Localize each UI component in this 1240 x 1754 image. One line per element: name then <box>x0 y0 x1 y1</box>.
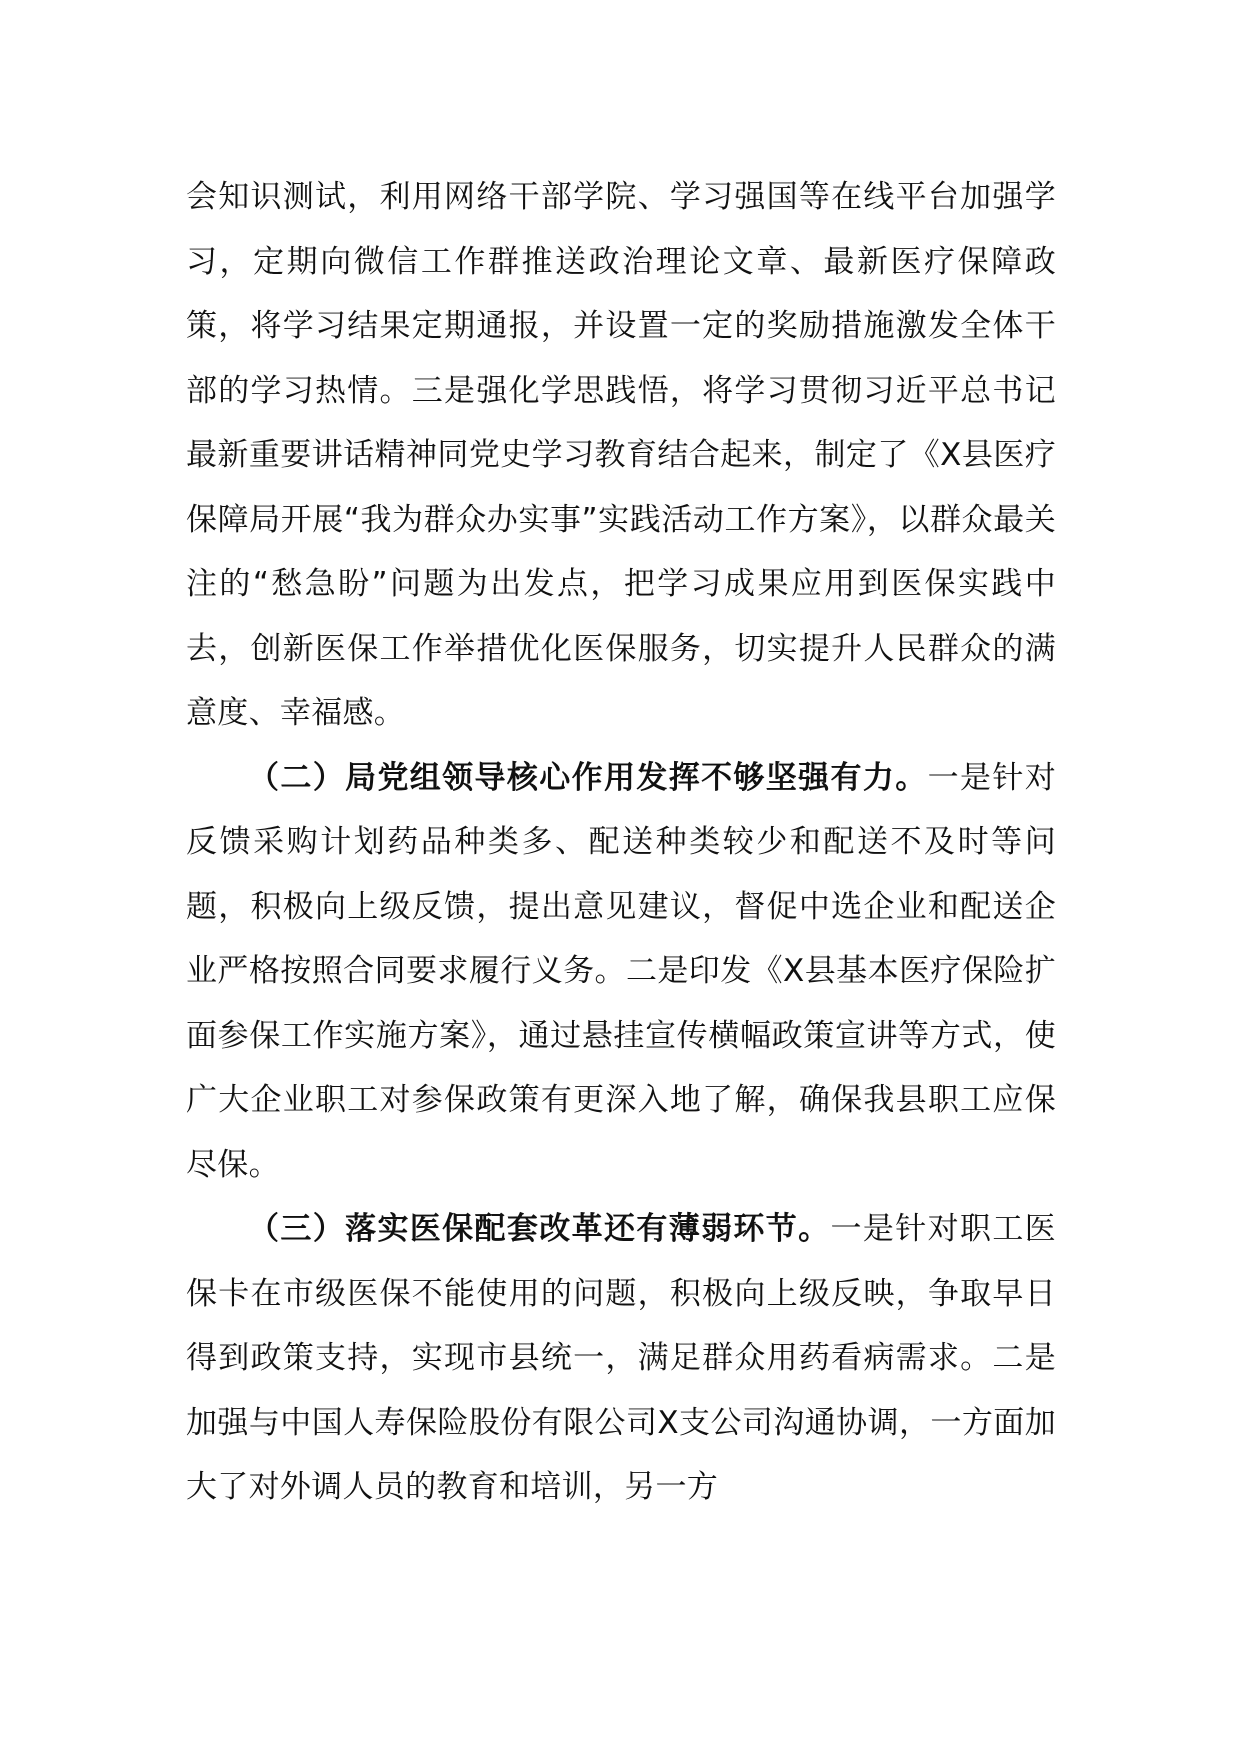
paragraph-text: 会知识测试，利用网络干部学院、学习强国等在线平台加强学习，定期向微信工作群推送政治理论文章、最新医疗保障政策，将学习结果定期通报，并设置一定的奖励措施激发全体干部的学习热情。三是强化学思践悟，将学习贯彻习近平总书记最新重要讲话精神同党史学习教育结合起来，制定了《X县医疗保障局开展“我为群众办实事”实践活动工作方案》，以群众最关注的“愁急盼”问题为出发点，把学习成果应用到医保实践中去，创新医保工作举措优化医保服务，切实提升人民群众的满意度、幸福感。 <box>186 179 1056 731</box>
paragraph-text: 一是针对反馈采购计划药品种类多、配送种类较少和配送不及时等问题，积极向上级反馈，提出意见建议，督促中选企业和配送企业严格按照合同要求履行义务。二是印发《X县基本医疗保险扩面参保工作实施方案》，通过悬挂宣传横幅政策宣讲等方式，使广大企业职工对参保政策有更深入地了解，确保我县职工应保尽保。 <box>186 759 1056 1183</box>
paragraph-section-two <box>186 746 1056 1198</box>
paragraph-section-three <box>186 1197 1056 1520</box>
document-body <box>186 165 1056 1520</box>
paragraph-text: 一是针对职工医保卡在市级医保不能使用的问题，积极向上级反映，争取早日得到政策支持，实现市县统一，满足群众用药看病需求。二是加强与中国人寿保险股份有限公司X支公司沟通协调，一方面加大了对外调人员的教育和培训，另一方 <box>186 1211 1056 1505</box>
section-heading: （二）局党组领导核心作用发挥不够坚强有力。 <box>248 759 928 796</box>
section-heading: （三）落实医保配套改革还有薄弱环节。 <box>248 1211 831 1247</box>
paragraph-continuation <box>186 165 1056 746</box>
